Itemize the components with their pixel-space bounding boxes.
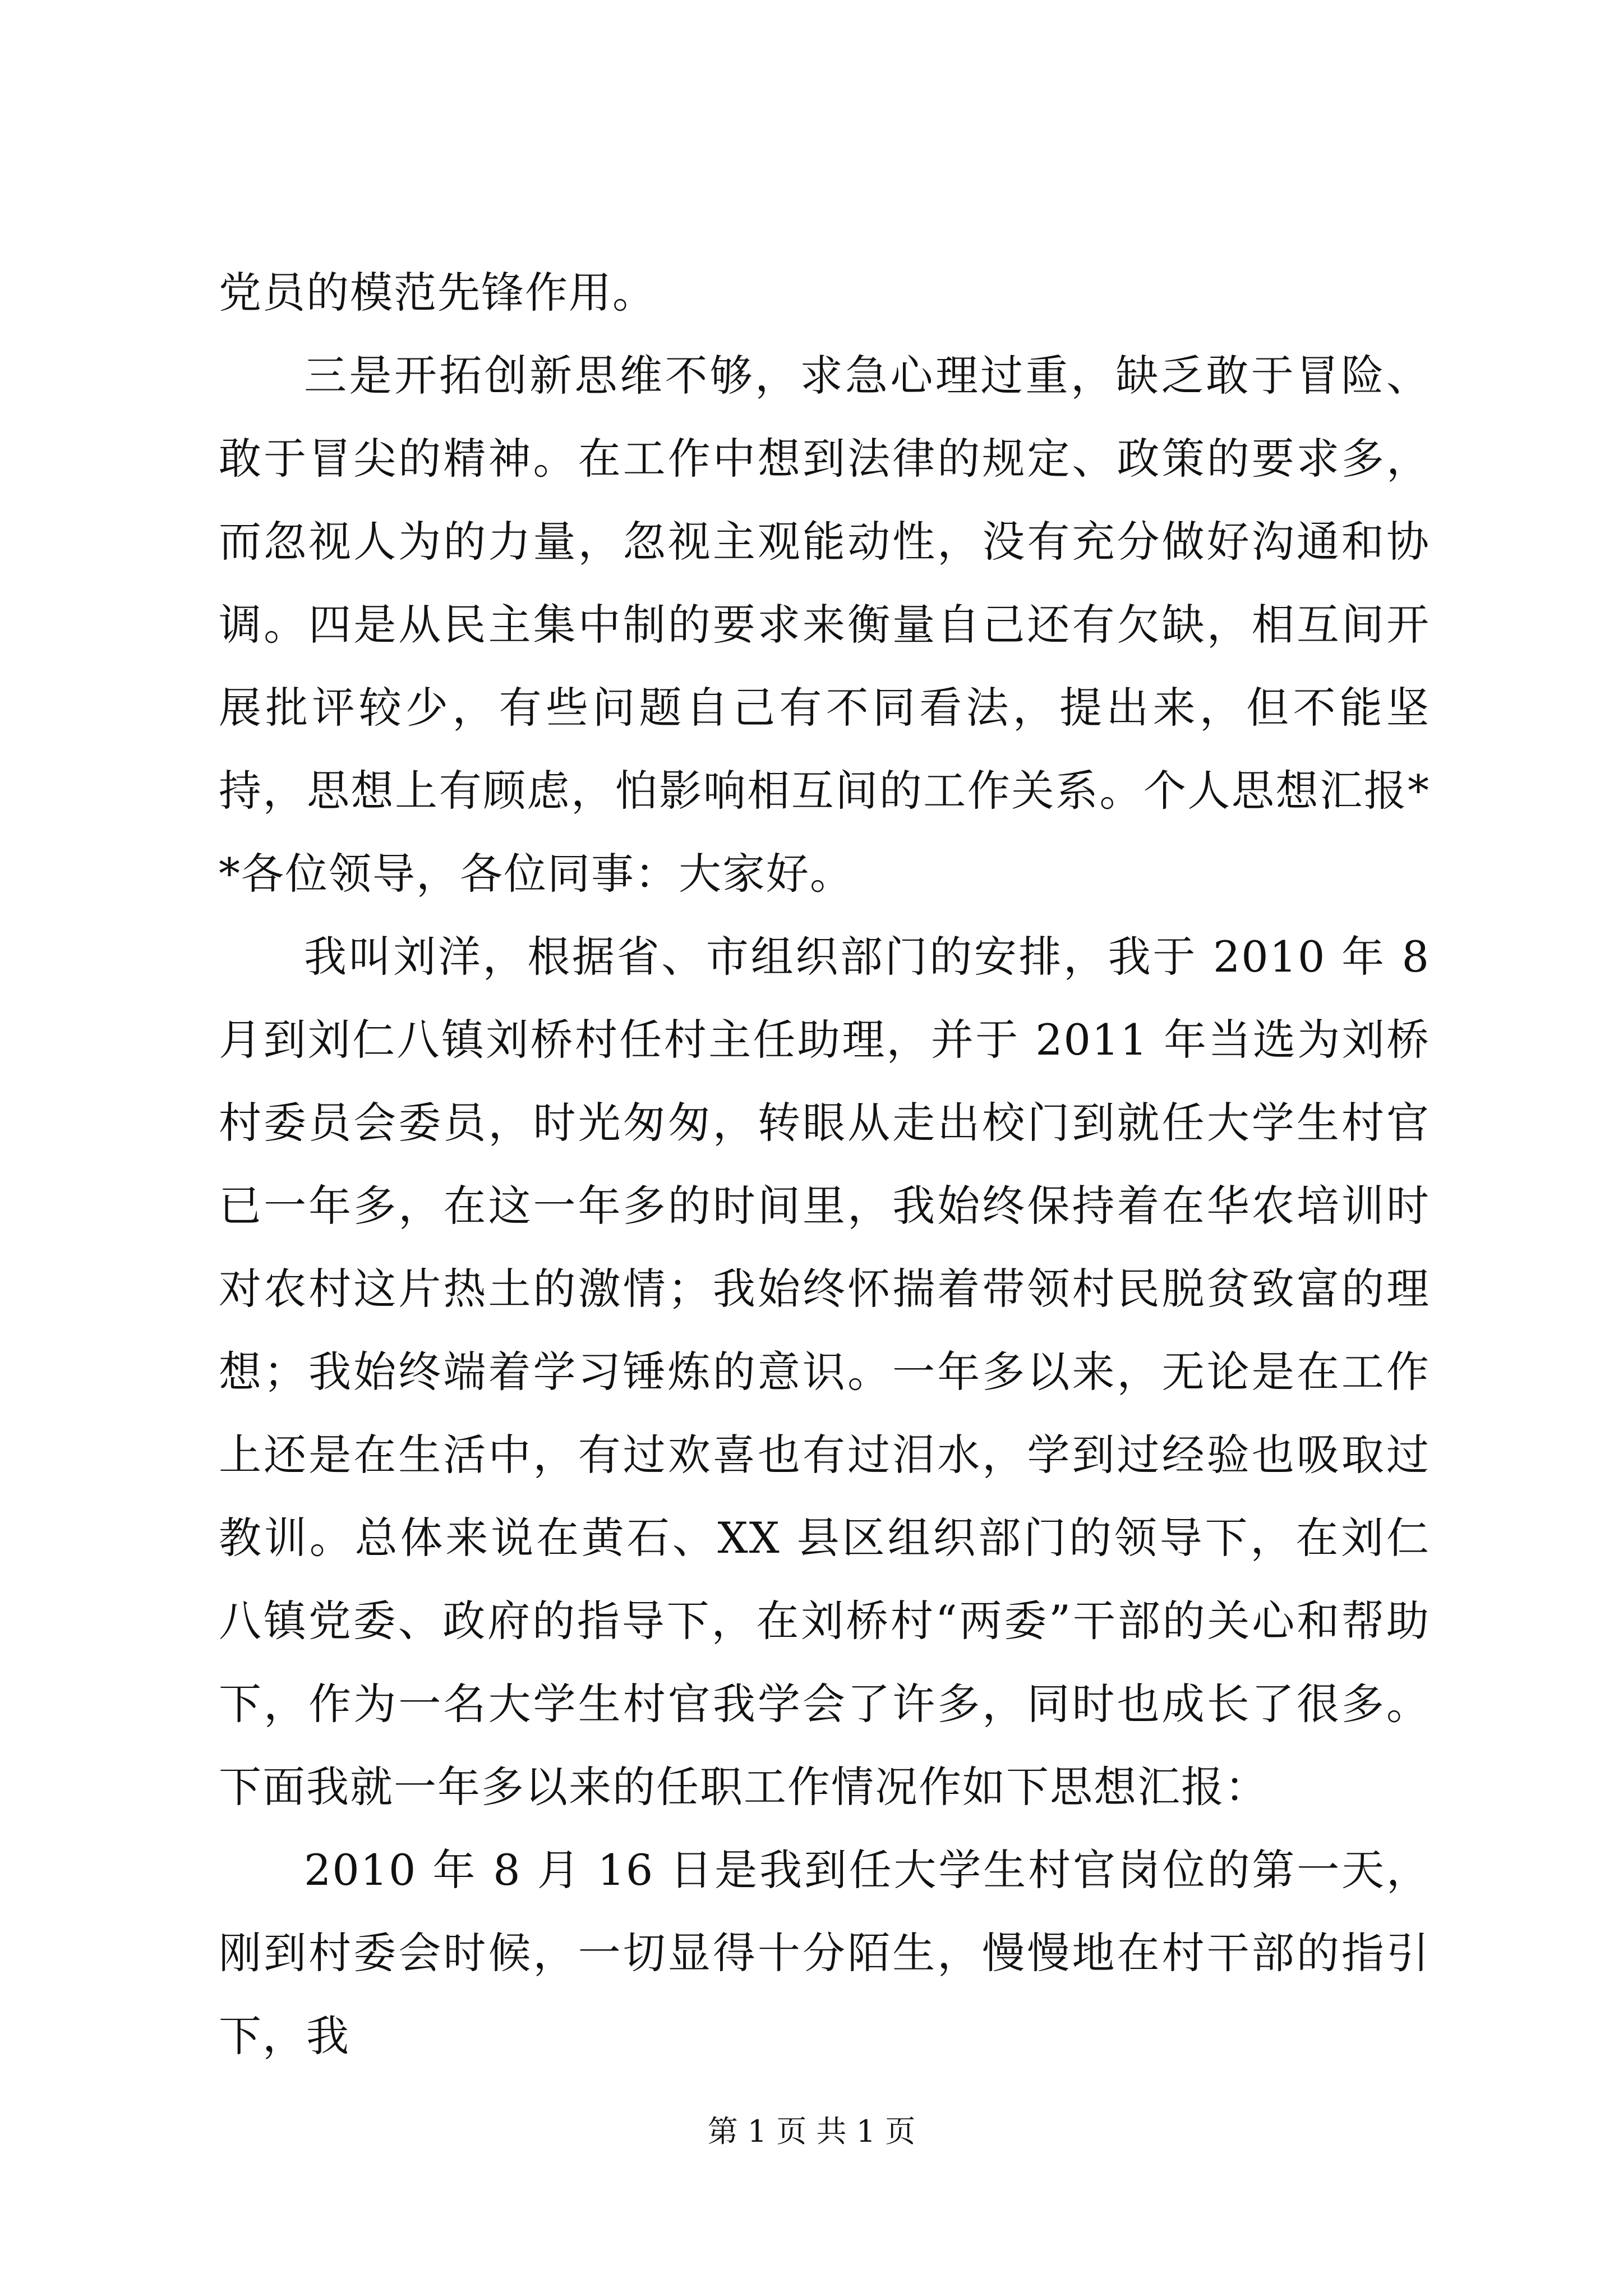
page-number-label: 第 1 页 共 1 页: [707, 2114, 916, 2149]
paragraph-continuation: 党员的模范先锋作用。: [219, 268, 656, 318]
paragraph-first-day: 2010 年 8 月 16 日是我到任大学生村官岗位的第一天，刚到村委会时候，一切显得十分陌生，慢慢地在村干部的指引下，我: [219, 1845, 1430, 2061]
paragraph-introduction: 我叫刘洋，根据省、市组织部门的安排，我于 2010 年 8 月到刘仁八镇刘桥村任村主任助理，并于 2011 年当选为刘桥村委员会委员，时光匆匆，转眼从走出校门到就任大学生村官已一年多，在这一年多的时间里，我始终保持着在华农培训时对农村这片热土的激情；我始终怀揣着带领村民脱贫致富的理想；我始终端着学习锤炼的意识。一年多以来，无论是在工作上还是在生活中，有过欢喜也有过泪水，学到过经验也吸取过教训。总体来说在黄石、XX 县区组织部门的领导下，在刘仁八镇党委、政府的指导下，在刘桥村“两委”干部的关心和帮助下，作为一名大学生村官我学会了许多，同时也成长了很多。下面我就一年多以来的任职工作情况作如下思想汇报：: [219, 932, 1430, 1812]
paragraph-shortcomings: 三是开拓创新思维不够，求急心理过重，缺乏敢于冒险、敢于冒尖的精神。在工作中想到法律的规定、政策的要求多，而忽视人为的力量，忽视主观能动性，没有充分做好沟通和协调。四是从民主集中制的要求来衡量自己还有欠缺，相互间开展批评较少，有些问题自己有不同看法，提出来，但不能坚持，思想上有顾虑，怕影响相互间的工作关系。个人思想汇报**各位领导，各位同事：大家好。: [219, 351, 1430, 899]
document-body: [219, 251, 1430, 2078]
page-footer: [0, 2109, 1623, 2154]
